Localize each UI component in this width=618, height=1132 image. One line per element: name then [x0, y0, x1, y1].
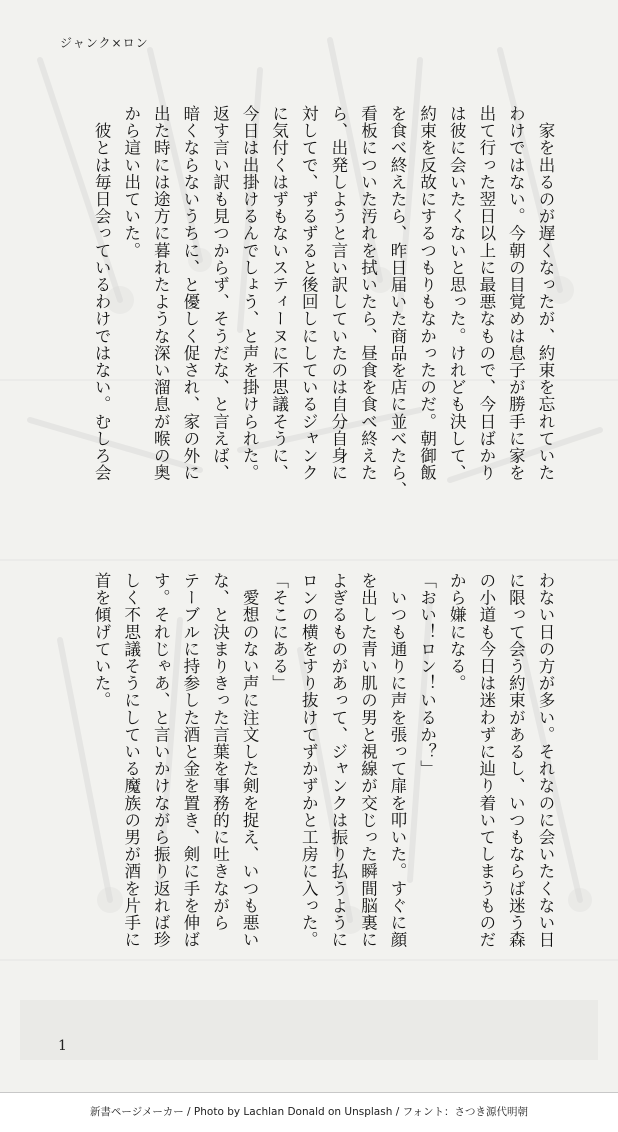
text-line: 愛想のない声に注文した剣を捉え、いつも悪い [240, 572, 260, 949]
text-line: 出た時には途方に暮れたような深い溜息が喉の奥 [151, 105, 171, 482]
text-line: 返す言い訳も見つからず、そうだな、と言えば、 [210, 105, 230, 482]
text-line: 看板についた汚れを拭いたら、昼食を食べ終えた [358, 105, 378, 482]
book-title-header: ジャンク×ロン [60, 36, 149, 50]
text-line: は彼に会いたくないと思った。けれども決して、 [447, 105, 467, 482]
text-line: に気付くはずもないスティーヌに不思議そうに、 [269, 105, 289, 482]
text-line: テーブルに持参した酒と金を置き、剣に手を伸ば [180, 572, 200, 949]
text-line: しく不思議そうにしている魔族の男が酒を片手に [121, 572, 141, 949]
text-line: 暗くならないうちに、と優しく促され、家の外に [180, 105, 200, 482]
text-line: わけではない。今朝の目覚めは息子が勝手に家を [506, 105, 526, 482]
text-line: よぎるものがあって、ジャンクは振り払うように [328, 572, 348, 949]
text-line: 家を出るのが遅くなったが、約束を忘れていた [536, 105, 555, 482]
text-line: を出した青い肌の男と視線が交じった瞬間脳裏に [358, 572, 378, 949]
footer-credit: 新書ページメーカー / Photo by Lachlan Donald on Unsplash / フォント：さつき源代明朝 [89, 1106, 529, 1118]
text-line: の小道も今日は迷わずに辿り着いてしまうものだ [476, 572, 496, 949]
text-line: 出て行った翌日以上に最悪なもので、今日ばかり [476, 105, 496, 482]
text-line: な、と決まりきった言葉を事務的に吐きながら [210, 572, 230, 932]
text-line: 約束を反故にするつもりもなかったのだ。朝御飯 [417, 105, 437, 482]
text-line: 「おい！ロン！いるか？」 [417, 572, 437, 778]
text-line: 首を傾げていた。 [92, 572, 112, 709]
text-line: 対してで、ずるずると後回しにしているジャンク [299, 105, 319, 482]
text-line: に限って会う約束があるし、いつもならば迷う森 [506, 572, 526, 949]
text-line: す。それじゃあ、と言いかけながら振り返れば珍 [151, 572, 171, 949]
text-line: 今日は出掛けるんでしょう、と声を掛けられた。 [240, 105, 260, 482]
text-block-lower [87, 572, 561, 992]
text-line: 「そこにある」 [269, 572, 289, 692]
text-line: いつも通りに声を張って扉を叩いた。すぐに顔 [388, 572, 408, 949]
text-line: ら、出発しようと言い訳していたのは自分自身に [328, 105, 348, 482]
text-block-upper [87, 105, 561, 525]
text-line: を食べ終えたら、昨日届いた商品を店に並べたら、 [388, 105, 408, 499]
page-number: 1 [58, 1038, 67, 1054]
text-line: わない日の方が多い。それなのに会いたくない日 [536, 572, 555, 949]
text-line: 彼とは毎日会っているわけではない。むしろ会 [92, 105, 112, 482]
text-line: から嫌になる。 [447, 572, 467, 692]
text-line: から這い出ていた。 [121, 105, 141, 259]
text-line: ロンの横をすり抜けてずかずかと工房に入った。 [299, 572, 319, 949]
